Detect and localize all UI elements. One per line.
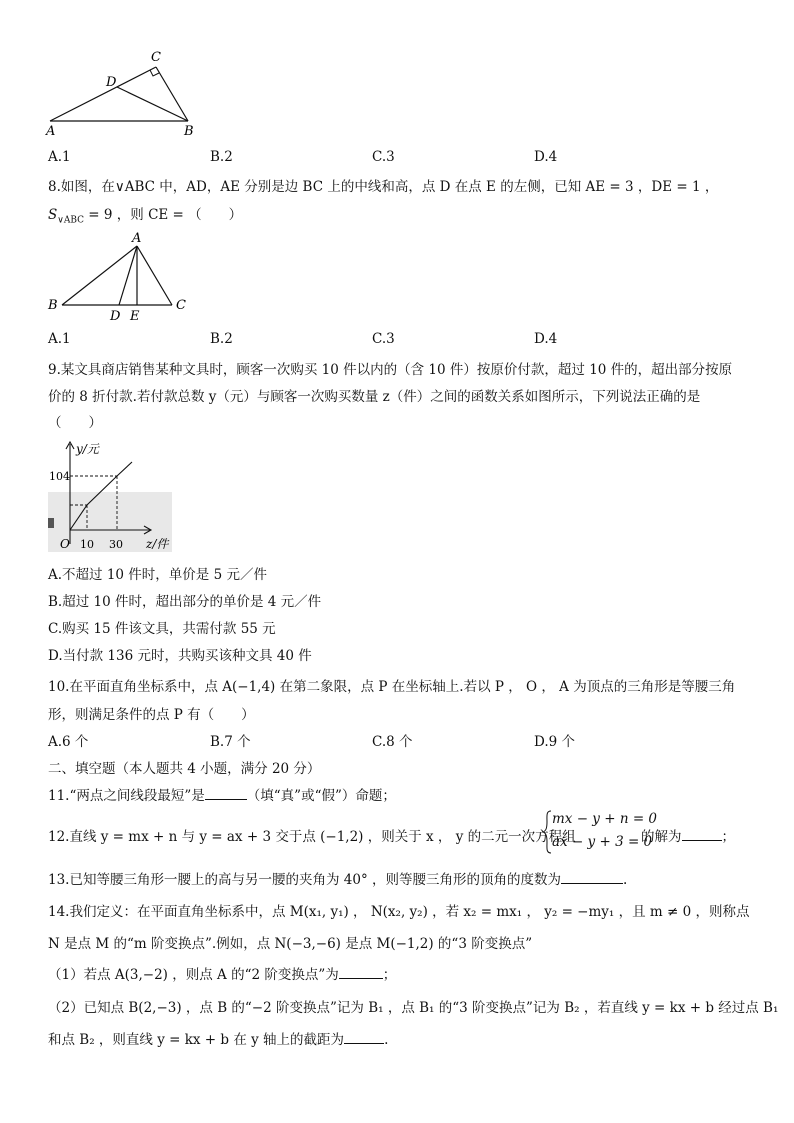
q14-part2-cont bbox=[48, 1028, 388, 1048]
q9-option-a: A.不超过 10 件时，单价是 5 元／件 bbox=[48, 567, 267, 583]
q11-text-end: （填“真”或“假”）命题； bbox=[246, 788, 396, 804]
q11-text: 11.“两点之间线段最短”是 bbox=[48, 788, 205, 804]
fig8-label-e: E bbox=[130, 309, 140, 323]
fig8-label-b: B bbox=[48, 298, 58, 313]
q14-part2-answer-blank[interactable] bbox=[344, 1043, 384, 1044]
q12-equation-2: ax − y + 3 = 0 bbox=[552, 834, 653, 850]
fig7-label-c: C bbox=[151, 50, 161, 65]
fig9-y-tick-104: 104 bbox=[49, 470, 70, 483]
q14-part1-end: ； bbox=[382, 967, 397, 983]
q14-line1: 14.我们定义：在平面直角坐标系中，点 M(x₁, y₁) ， N(x₂, y₂) ，若 x₂ = mx₁ ， y₂ = −my₁ ，且 m ≠ 0 ，则称点 bbox=[48, 904, 750, 920]
q7-option-b: B.2 bbox=[210, 149, 233, 165]
q9-line3: （ ） bbox=[48, 415, 102, 431]
q12-brace bbox=[542, 810, 552, 854]
q13-answer-blank[interactable] bbox=[561, 883, 623, 884]
q12-tail bbox=[641, 825, 735, 845]
q7-option-a: A.1 bbox=[48, 149, 71, 165]
q13-text: 13.已知等腰三角形一腰上的高与另一腰的夹角为 40° ，则等腰三角形的顶角的度数为 bbox=[48, 872, 561, 888]
q12-tail-end: ； bbox=[721, 829, 735, 845]
fig8-label-a: A bbox=[132, 231, 142, 246]
q14-part1-answer-blank[interactable] bbox=[339, 978, 383, 979]
fig9-x-tick-10: 10 bbox=[80, 538, 94, 551]
q14-line2: N 是点 M 的“m 阶变换点”.例如，点 N(−3,−6) 是点 M(−1,2) 的“3 阶变换点” bbox=[48, 936, 533, 952]
section-heading-fill-in: 二、填空题（本人题共 4 小题，满分 20 分） bbox=[48, 761, 321, 777]
q12-tail-text: 的解为 bbox=[641, 829, 682, 845]
q11-answer-blank[interactable] bbox=[205, 799, 247, 800]
q13 bbox=[48, 868, 627, 888]
q14-part2-text: 和点 B₂ ，则直线 y = kx + b 在 y 轴上的截距为 bbox=[48, 1032, 345, 1048]
q10-option-a: A.6 个 bbox=[48, 734, 89, 750]
q10-line2: 形，则满足条件的点 P 有（ ） bbox=[48, 707, 255, 723]
q13-text-end: . bbox=[622, 872, 628, 888]
fig7-label-a: A bbox=[46, 124, 56, 139]
q7-option-d: D.4 bbox=[534, 149, 558, 165]
q8-area-symbol: S bbox=[48, 207, 58, 223]
fig8-label-d: D bbox=[110, 309, 121, 323]
q12-equation-1: mx − y + n = 0 bbox=[552, 811, 658, 827]
q11 bbox=[48, 784, 396, 804]
q8-line1: 8.如图，在∨ABC 中，AD，AE 分别是边 BC 上的中线和高，点 D 在点 E 的左侧，已知 AE = 3 ，DE = 1 ， bbox=[48, 179, 719, 195]
fig9-origin-label: O bbox=[60, 537, 70, 551]
q8-option-b: B.2 bbox=[210, 331, 233, 347]
q14-part2-end: . bbox=[384, 1032, 389, 1048]
q8-figure bbox=[40, 228, 200, 323]
q8-option-c: C.3 bbox=[372, 331, 395, 347]
q8-area-subscript: ∨ABC bbox=[57, 215, 85, 226]
q8-option-d: D.4 bbox=[534, 331, 558, 347]
q9-option-d: D.当付款 136 元时，共购买该种文具 40 件 bbox=[48, 648, 312, 664]
q8-option-a: A.1 bbox=[48, 331, 71, 347]
fig9-x-tick-30: 30 bbox=[109, 538, 123, 551]
q8-area-question: = 9 ，则 CE = （ ） bbox=[84, 207, 243, 223]
fig9-y-axis-label: y/元 bbox=[76, 442, 99, 456]
q14-part1-text: （1）若点 A(3,−2) ，则点 A 的“2 阶变换点”为 bbox=[48, 967, 339, 983]
q12-text: 12.直线 y = mx + n 与 y = ax + 3 交于点 (−1,2) ，则关于 x ， y 的二元一次方程组 bbox=[48, 829, 576, 845]
q10-option-c: C.8 个 bbox=[372, 734, 413, 750]
q9-option-c: C.购买 15 件该文具，共需付款 55 元 bbox=[48, 621, 276, 637]
fig7-label-d: D bbox=[106, 75, 117, 90]
q7-figure bbox=[40, 40, 210, 140]
q14-part2: （2）已知点 B(2,−3) ，点 B 的“−2 阶变换点”记为 B₁ ，点 B₁ 的“3 阶变换点”记为 B₂ ，若直线 y = kx + b 经过点 B₁ bbox=[48, 1000, 779, 1016]
q9-line2: 价的 8 折付款.若付款总数 y（元）与顾客一次购买数量 z（件）之间的函数关系如图所示，下列说法正确的是 bbox=[48, 389, 701, 405]
q7-option-c: C.3 bbox=[372, 149, 395, 165]
q10-line1: 10.在平面直角坐标系中，点 A(−1,4) 在第二象限，点 P 在坐标轴上.若以 P ， O ， A 为顶点的三角形是等腰三角 bbox=[48, 679, 736, 695]
q9-option-b: B.超过 10 件时，超出部分的单价是 4 元／件 bbox=[48, 594, 322, 610]
q8-line2 bbox=[48, 203, 242, 226]
q10-option-d: D.9 个 bbox=[534, 734, 576, 750]
q10-option-b: B.7 个 bbox=[210, 734, 251, 750]
q12-answer-blank[interactable] bbox=[682, 840, 722, 841]
fig9-x-axis-label: z/件 bbox=[146, 537, 169, 551]
q14-part1 bbox=[48, 963, 396, 983]
q9-graph bbox=[46, 436, 174, 554]
fig8-label-c: C bbox=[176, 298, 186, 313]
q9-line1: 9.某文具商店销售某种文具时，顾客一次购买 10 件以内的（含 10 件）按原价付款，超过 10 件的，超出部分按原 bbox=[48, 362, 733, 378]
fig7-label-b: B bbox=[184, 124, 194, 139]
